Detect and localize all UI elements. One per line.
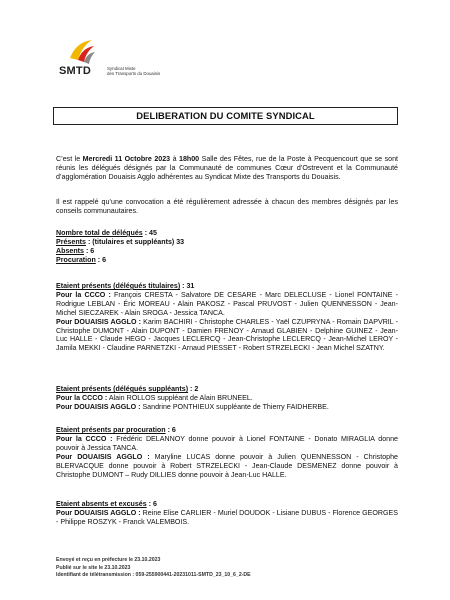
section-heading-label: Etaient absents et excusés <box>56 500 147 508</box>
footer-prefecture: Envoyé et reçu en préfecture le 23.10.2023 <box>56 557 161 563</box>
count-present-label: Présents <box>56 237 86 246</box>
smtd-logo <box>56 38 176 82</box>
count-total <box>56 229 398 238</box>
section-heading-label: Etaient présents (délégués suppléants) <box>56 385 189 393</box>
group-label: Pour DOUAISIS AGGLO : <box>56 452 150 461</box>
intro-paragraph <box>56 155 398 182</box>
transmission-footer <box>56 557 251 580</box>
count-absent-label: Absents <box>56 246 84 255</box>
logo-tagline-line2: des Transports du Douaisis <box>107 71 161 77</box>
counts-block <box>56 229 398 265</box>
titulaires-douaisis-agglo <box>56 318 398 354</box>
group-label: Pour la CCCO : <box>56 434 113 443</box>
section-titulaires <box>56 282 398 353</box>
group-names: Karim BACHIRI - Christophe CHARLES - Yaël CZUPRYNA - Romain DAPVRIL - Christophe DUMONT - Alain DUPONT - Damien FRENOY - Arnaud GLABIEN - Delphine GUINEZ - Jean-Luc HALLE - Claude HEGO - Jacques LECLERCQ - Jean-Christophe LECLERCQ - Jean-Michel LEROY - Jamila MEKKI - Claudine PARNETZKI - Arnaud PIESSET - Robert STRZELECKI - Jean Michel SZATNY. <box>56 317 398 353</box>
group-names: Alain ROLLOS suppléant de Alain BRUNEEL. <box>107 393 253 402</box>
group-label: Pour la CCCO : <box>56 290 111 299</box>
group-label: Pour DOUAISIS AGGLO : <box>56 317 142 326</box>
section-absents <box>56 500 398 527</box>
document-title: DELIBERATION DU COMITE SYNDICAL <box>53 107 398 125</box>
group-label: Pour DOUAISIS AGGLO : <box>56 402 141 411</box>
intro-text-b: à <box>170 155 180 163</box>
section-heading-label: Etaient présents (délégués titulaires) <box>56 282 181 290</box>
logo-emblem-icon <box>66 38 96 66</box>
count-proxy <box>56 256 398 265</box>
logo-wordmark: SMTD <box>59 65 91 77</box>
section-heading-count: : 31 <box>180 282 195 290</box>
meeting-time: 18h00 <box>179 155 200 163</box>
group-label: Pour la CCCO : <box>56 393 108 402</box>
footer-identifier: Identifiant de télétransmission : 059-255900441-20231011-SMTD_23_10_6_2-DE <box>56 572 251 579</box>
intro-text-c: Salle des Fêtes, rue de la Poste à Pecquencourt que se sont réunis les délégués désignés par la Communauté de communes Cœur d’Ostrevent et la Communauté d’agglomération Douaisis Agglo adhérentes au Syndicat Mixte des Transports du Douaisis. <box>56 155 399 181</box>
intro-text-a: C’est le <box>56 155 83 163</box>
section-heading <box>56 500 398 509</box>
count-absent-value: : 6 <box>84 246 95 255</box>
logo-tagline <box>107 66 177 76</box>
group-names: Sandrine PONTHIEUX suppléante de Thierry FAIDHERBE. <box>140 402 329 411</box>
count-total-value: : 45 <box>142 229 157 237</box>
count-total-label: Nombre total de délégués <box>56 229 143 237</box>
group-label: Pour DOUAISIS AGGLO : <box>56 508 141 517</box>
count-present <box>56 238 398 247</box>
convocation-paragraph: Il est rappelé qu’une convocation a été régulièrement adressée à chacun des membres désignés par les conseils communautaires. <box>56 198 398 215</box>
procuration-ccco <box>56 435 398 453</box>
group-names: Maryline LUCAS donne pouvoir à Julien QUENNESSON - Christophe BLERVACQUE donne pouvoir à Robert STRZELECKI - Jean-Claude DESMENEZ donne pouvoir à Christophe DUMONT – Rudy DILLIES donne pouvoir à Jean-Luc HALLE. <box>56 452 398 479</box>
titulaires-ccco <box>56 291 398 318</box>
logo-tagline-line1: Syndicat Mixte <box>107 66 136 71</box>
procuration-douaisis-agglo <box>56 453 398 480</box>
section-heading <box>56 282 398 291</box>
group-names: Frédéric DELANNOY donne pouvoir à Lionel FONTAINE - Donato MIRAGLIA donne pouvoir à Jessica TANCA. <box>56 434 398 452</box>
count-present-value: : (titulaires et suppléants) 33 <box>85 237 185 246</box>
meeting-date: Mercredi 11 Octobre 2023 <box>82 155 171 163</box>
section-heading-count: : 6 <box>146 500 157 508</box>
group-names: Reine Elise CARLIER - Muriel DOUDOK - Lisiane DUBUS - Florence GEORGES - Philippe ROSZYK - Franck VALEMBOIS. <box>56 508 398 526</box>
section-suppleants <box>56 385 398 412</box>
section-heading-count: : 6 <box>165 426 176 434</box>
footer-publication: Publié sur le site le 23.10.2023 <box>56 564 131 571</box>
section-heading <box>56 385 398 394</box>
count-proxy-value: : 6 <box>95 255 107 264</box>
group-names: François CRESTA - Salvatore DE CESARE - Marc DELECLUSE - Lionel FONTAINE - Rodrigue LEBLAN - Éric MOREAU - Alain PAKOSZ - Pascal PRUVOST - Julien QUENNESSON - Jean-Michel SIECZAREK - Alain SROGA - Jessica TANCA. <box>56 290 398 317</box>
section-heading <box>56 426 398 435</box>
section-heading-count: : 2 <box>188 385 199 393</box>
suppleants-douaisis-agglo <box>56 403 398 412</box>
section-procuration <box>56 426 398 479</box>
absents-douaisis-agglo <box>56 509 398 527</box>
count-proxy-label: Procuration <box>56 255 96 264</box>
count-absent <box>56 247 398 256</box>
suppleants-ccco <box>56 394 398 403</box>
section-heading-label: Etaient présents par procuration <box>56 426 166 434</box>
